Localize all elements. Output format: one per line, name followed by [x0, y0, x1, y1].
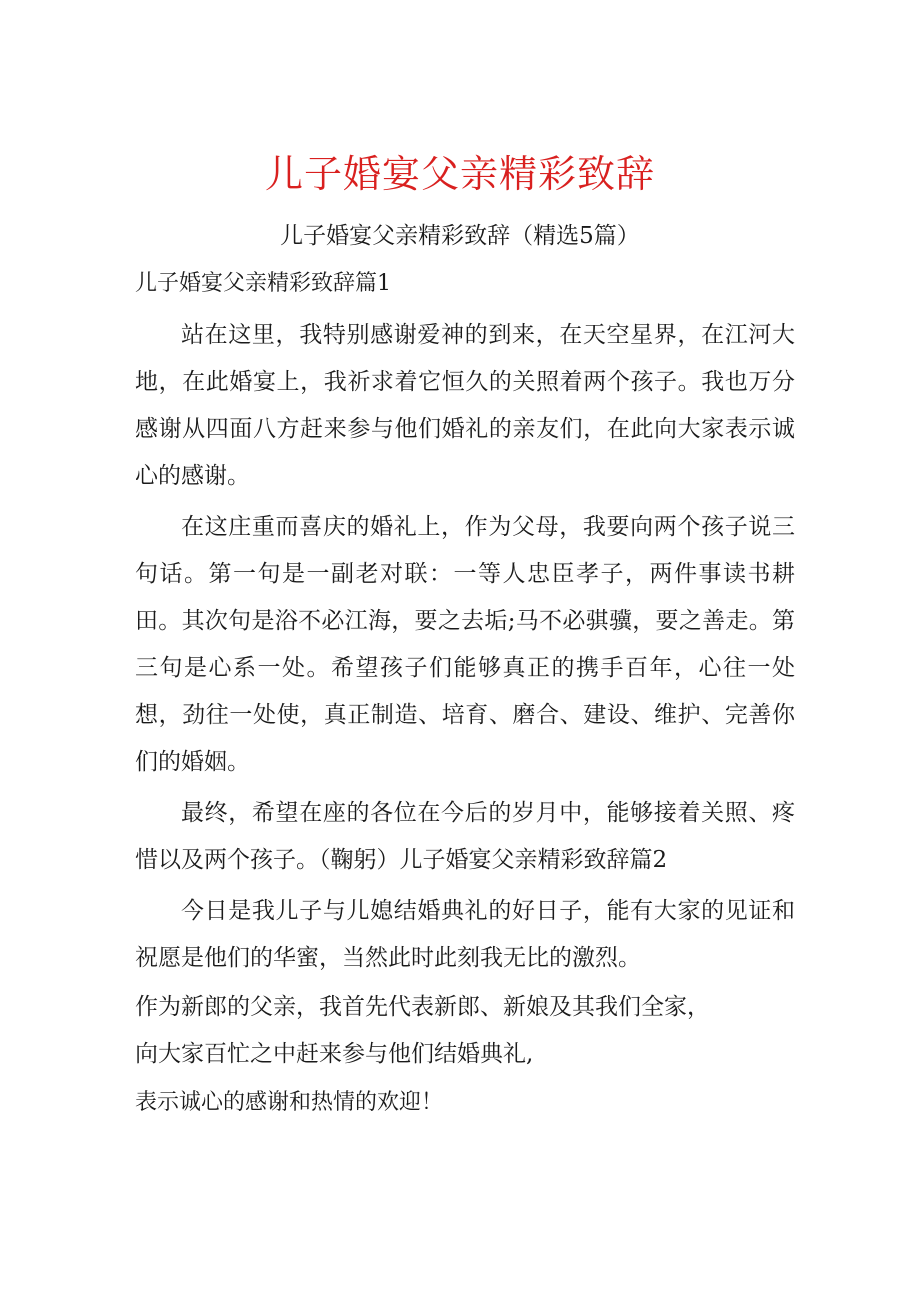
- closing-lines: [135, 984, 795, 1128]
- document-subtitle: 儿子婚宴父亲精彩致辞（精选5篇）: [280, 223, 640, 249]
- body-paragraph: 在这庄重而喜庆的婚礼上，作为父母，我要向两个孩子说三句话。第一句是一副老对联：一等人忠臣孝子，两件事读书耕田。其次句是浴不必江海，要之去垢;马不必骐骥，要之善走。第三句是心系一处。希望孩子们能够真正的携手百年，心往一处想，劲往一处使，真正制造、培育、磨合、建设、维护、完善你们的婚姻。: [135, 514, 795, 775]
- body-paragraph: 今日是我儿子与儿媳结婚典礼的好日子，能有大家的见证和祝愿是他们的华蜜，当然此时此刻我无比的激烈。: [135, 898, 795, 971]
- body-line: 作为新郎的父亲，我首先代表新郎、新娘及其我们全家，: [135, 994, 710, 1020]
- body-line: 表示诚心的感谢和热情的欢迎！: [135, 1090, 444, 1115]
- body-paragraph: 站在这里，我特别感谢爱神的到来，在天空星界，在江河大地，在此婚宴上，我祈求着它恒久的关照着两个孩子。我也万分感谢从四面八方赶来参与他们婚礼的亲友们，在此向大家表示诚心的感谢。: [135, 322, 795, 489]
- document-title: 儿子婚宴父亲精彩致辞: [264, 152, 655, 196]
- body-line: 向大家百忙之中赶来参与他们结婚典礼,: [135, 1041, 534, 1067]
- section-heading: 儿子婚宴父亲精彩致辞篇1: [135, 271, 391, 296]
- body-paragraph: 最终，希望在座的各位在今后的岁月中，能够接着关照、疼惜以及两个孩子。（鞠躬）儿子婚宴父亲精彩致辞篇2: [135, 800, 795, 873]
- document-body: [135, 264, 795, 1128]
